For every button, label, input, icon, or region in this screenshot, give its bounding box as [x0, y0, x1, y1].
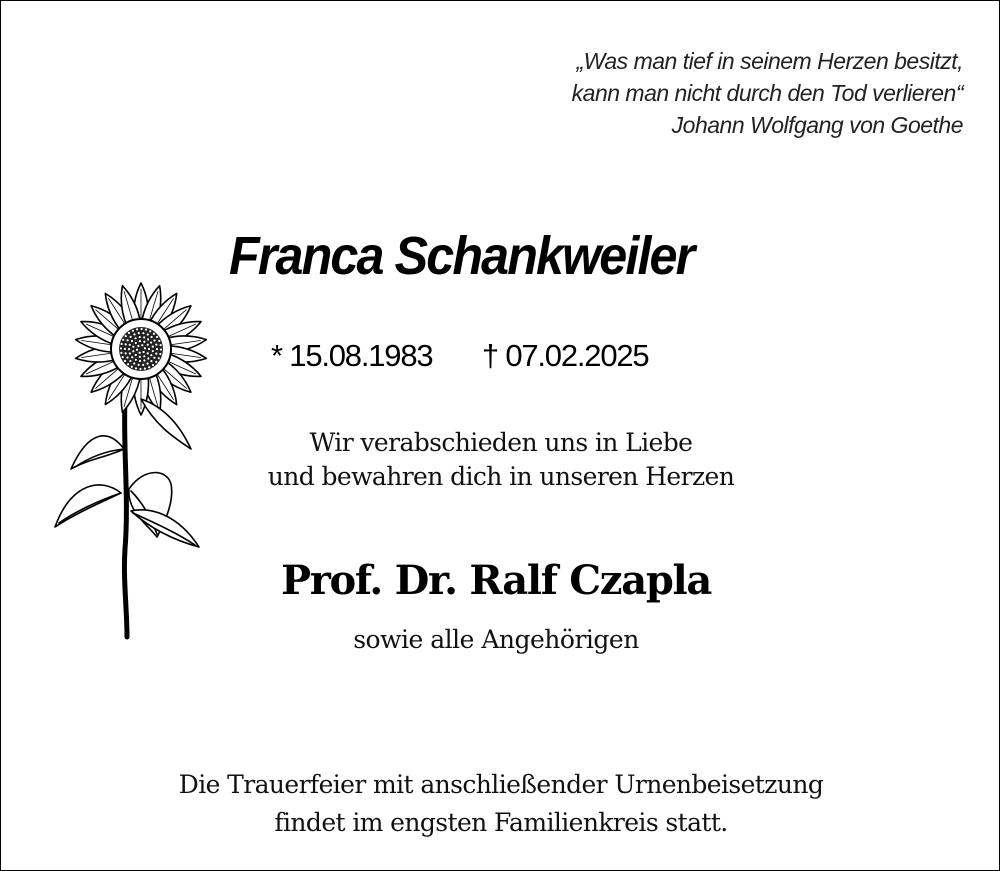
sunflower-seed — [139, 352, 141, 354]
sunflower-seed — [144, 368, 146, 370]
sunflower-seed — [147, 333, 149, 335]
sunflower-seed — [143, 336, 145, 338]
ceremony-line-1: Die Trauerfeier mit anschließender Urnenbeisetzung — [178, 770, 824, 799]
sunflower-seed — [150, 336, 152, 338]
sunflower-seed — [129, 344, 131, 346]
sunflower-seed — [129, 352, 131, 354]
quote-author: Johann Wolfgang von Goethe — [671, 112, 963, 138]
sunflower-seed — [129, 360, 131, 362]
sunflower-seed — [122, 356, 124, 358]
sunflower-seed — [150, 341, 152, 343]
sunflower-seed — [148, 348, 150, 350]
sunflower-seed — [155, 343, 157, 345]
sunflower-seed — [153, 333, 155, 335]
sunflower-seed — [127, 339, 129, 341]
sunflower-seed — [143, 355, 145, 357]
sunflower-seed — [120, 347, 122, 349]
sunflower-seed — [143, 359, 145, 361]
sunflower-seed — [137, 345, 139, 347]
sunflower-seed — [132, 346, 134, 348]
quote-line-1: „Was man tief in seinem Herzen besitzt, — [576, 48, 963, 74]
goethe-quote — [443, 45, 963, 141]
sunflower-seed — [133, 362, 135, 364]
sunflower-seed — [127, 363, 129, 365]
sunflower-seed — [139, 360, 141, 362]
sunflower-seed — [152, 346, 154, 348]
sunflower-seed — [160, 348, 162, 350]
sunflower-seed — [135, 354, 137, 356]
farewell-text — [201, 426, 801, 494]
sunflower-seed — [144, 347, 146, 349]
sunflower-seed — [128, 332, 130, 334]
sunflower-seed — [125, 352, 127, 354]
sunflower-seed — [139, 340, 141, 342]
sunflower-seed — [139, 356, 141, 358]
sunflower-seed — [156, 336, 158, 338]
sunflower-seed — [158, 357, 160, 359]
sunflower-seed — [120, 352, 122, 354]
sunflower-seed — [131, 366, 133, 368]
sunflower-seed — [160, 344, 162, 346]
sunflower-seed — [135, 367, 137, 369]
farewell-line-1: Wir verabschieden uns in Liebe — [309, 428, 693, 457]
sunflower-seed — [133, 333, 135, 335]
relatives-line: sowie alle Angehörigen — [353, 625, 639, 654]
sunflower-seed — [155, 353, 157, 355]
sunflower-seed — [147, 357, 149, 359]
sunflower-seed — [156, 348, 158, 350]
sunflower-seed — [140, 328, 142, 330]
sunflower-seed — [143, 351, 145, 353]
sunflower-seed — [138, 332, 140, 334]
sunflower-seed — [139, 336, 141, 338]
sunflower-seed — [122, 339, 124, 341]
sunflower-seed — [138, 364, 140, 366]
birth-date: * 15.08.1983 — [271, 338, 433, 373]
sunflower-seed — [158, 340, 160, 342]
sunflower-seed — [141, 344, 143, 346]
sunflower-seed — [131, 356, 133, 358]
life-dates — [271, 334, 648, 378]
mourner-name: Prof. Dr. Ralf Czapla — [280, 557, 712, 604]
sunflower-seed — [125, 335, 127, 337]
sunflower-seed — [121, 343, 123, 345]
sunflower-seed — [146, 363, 148, 365]
sunflower-seed — [132, 330, 134, 332]
ceremony-line-2: findet im engsten Familienkreis statt. — [274, 808, 728, 837]
sunflower-seed — [126, 356, 128, 358]
sunflower-seed — [150, 354, 152, 356]
farewell-line-2: und bewahren dich in unseren Herzen — [267, 462, 735, 491]
sunflower-seed — [147, 338, 149, 340]
sunflower-seed — [159, 353, 161, 355]
sunflower-seed — [135, 359, 137, 361]
sunflower-seed — [136, 349, 138, 351]
sunflower-seed — [134, 337, 136, 339]
sunflower-seed — [147, 344, 149, 346]
sunflower-seed — [124, 360, 126, 362]
deceased-name: Franca Schankweiler — [229, 226, 694, 286]
sunflower-seed — [152, 364, 154, 366]
sunflower-seed — [143, 341, 145, 343]
sunflower-seed — [155, 361, 157, 363]
sunflower-seed — [142, 364, 144, 366]
sunflower-seed — [128, 348, 130, 350]
sunflower-seed — [135, 342, 137, 344]
sunflower-seed — [152, 350, 154, 352]
death-date: † 07.02.2025 — [481, 338, 649, 373]
sunflower-seed — [139, 368, 141, 370]
sunflower-seed — [153, 339, 155, 341]
sunflower-seed — [150, 360, 152, 362]
sunflower-seed — [149, 330, 151, 332]
quote-line-2: kann man nicht durch den Tod verlieren“ — [571, 80, 963, 106]
sunflower-seed — [131, 340, 133, 342]
sunflower-seed — [145, 329, 147, 331]
sunflower-seed — [153, 357, 155, 359]
sunflower-seed — [125, 343, 127, 345]
sunflower-seed — [142, 332, 144, 334]
sunflower-seed — [148, 366, 150, 368]
sunflower-seed — [124, 348, 126, 350]
sunflower-seed — [136, 328, 138, 330]
ceremony-info — [61, 766, 941, 842]
sunflower-icon — [49, 279, 219, 641]
sunflower-seed — [130, 336, 132, 338]
sunflower-seed — [132, 350, 134, 352]
sunflower-seed — [147, 352, 149, 354]
